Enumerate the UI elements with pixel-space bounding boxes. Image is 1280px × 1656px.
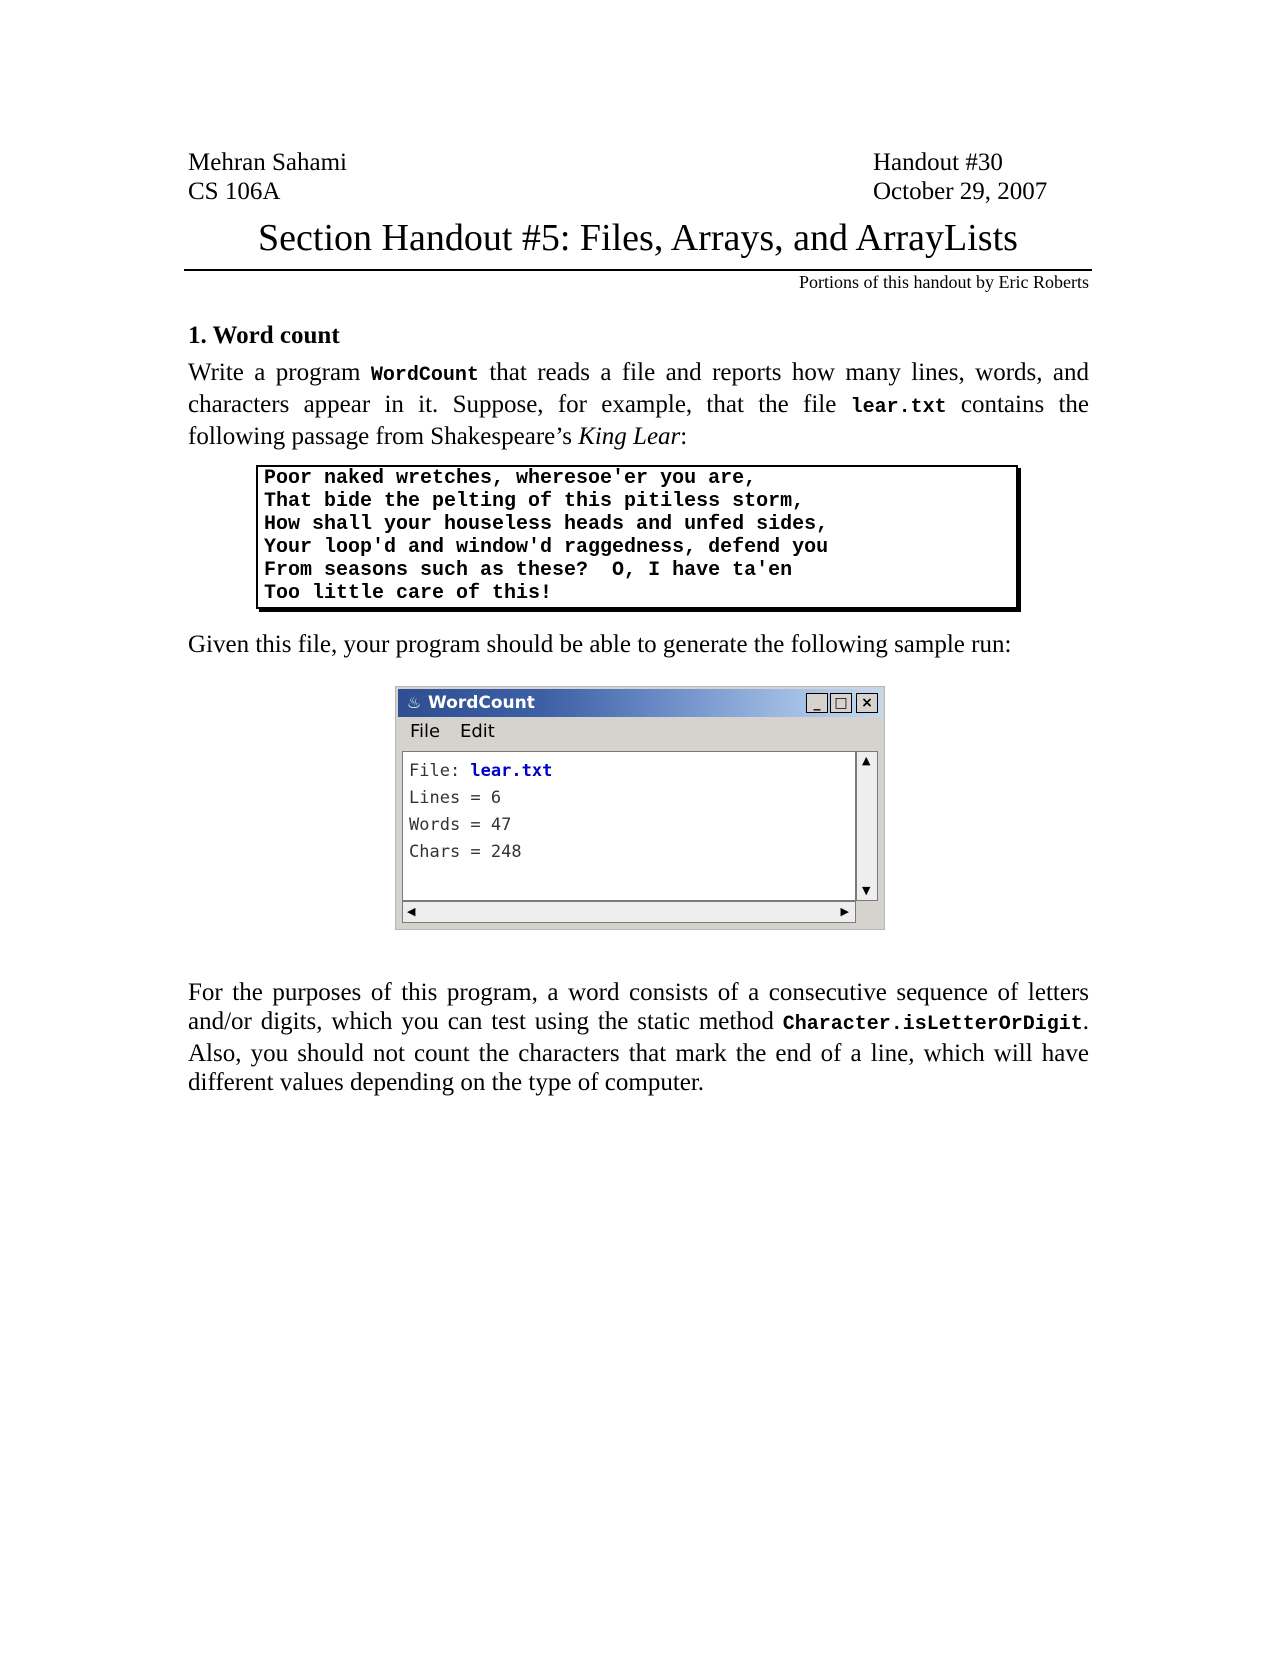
java-app-icon: ♨ [406, 693, 422, 712]
scroll-left-icon[interactable]: ◀ [407, 905, 416, 918]
file-name: lear.txt [470, 761, 553, 781]
output-lines: Lines = 6 [409, 788, 502, 808]
window-titlebar[interactable] [398, 689, 882, 717]
vertical-scrollbar[interactable] [856, 751, 878, 901]
intro-text-d: : [680, 423, 688, 450]
king-lear-title: King Lear [578, 423, 681, 450]
output-file-line [409, 758, 855, 785]
page-title: Section Handout #5: Files, Arrays, and ArrayLists [258, 217, 1018, 259]
header-left [188, 148, 347, 206]
file-label: File: [409, 761, 471, 781]
handout-date: October 29, 2007 [873, 178, 1048, 205]
scroll-down-icon[interactable]: ▼ [862, 884, 871, 897]
output-text-area[interactable] [402, 751, 856, 901]
definition-text-b: . Also, you should not count the characters that mark the end of a line, which will have different values depending on the type of computer. [188, 1008, 1089, 1096]
header-right [873, 148, 1047, 206]
horizontal-scrollbar[interactable] [402, 901, 856, 923]
code-isletterordigit: Character.isLetterOrDigit [782, 1013, 1083, 1036]
scroll-right-icon[interactable]: ▶ [840, 905, 849, 918]
poem-line: Poor naked wretches, wheresoe'er you are, [264, 467, 757, 490]
paragraph-word-definition [188, 978, 1089, 1097]
code-lear-txt: lear.txt [850, 396, 947, 419]
wordcount-window [395, 686, 885, 930]
section-heading: 1. Word count [188, 322, 340, 349]
author-name: Mehran Sahami [188, 149, 347, 176]
scroll-up-icon[interactable]: ▲ [862, 754, 871, 767]
output-chars: Chars = 248 [409, 842, 522, 862]
poem-line: Too little care of this! [264, 582, 553, 605]
paragraph-sample-run: Given this file, your program should be able to generate the following sample run: [188, 631, 1012, 658]
intro-text-b: that reads a file and reports how many lines, words, and characters appear in it. Suppose, for example, that the file [188, 359, 1089, 418]
menu-file[interactable]: File [410, 721, 441, 742]
poem-line: That bide the pelting of this pitiless storm, [264, 490, 805, 513]
code-wordcount: WordCount [370, 364, 479, 387]
course-name: CS 106A [188, 178, 281, 205]
poem-line: From seasons such as these? O, I have ta'en [264, 559, 793, 582]
paragraph-intro [188, 358, 1089, 451]
credit-line: Portions of this handout by Eric Roberts [799, 272, 1089, 292]
handout-number: Handout #30 [873, 149, 1003, 176]
window-title: WordCount [428, 693, 535, 713]
minimize-button[interactable]: _ [806, 693, 828, 713]
scrollbar-corner [856, 901, 878, 923]
poem-line: How shall your houseless heads and unfed sides, [264, 513, 829, 536]
intro-text-c: contains the following passage from Shakespeare’s [188, 391, 1089, 450]
poem-line: Your loop'd and window'd raggedness, defend you [264, 536, 829, 559]
intro-text-a: Write a program [188, 359, 371, 386]
menu-edit[interactable]: Edit [460, 721, 495, 742]
definition-text-a: For the purposes of this program, a word consists of a consecutive sequence of letters and/or digits, which you can test using the static method [188, 979, 1089, 1035]
poem-box [256, 465, 1018, 609]
menu-bar [398, 717, 882, 747]
maximize-button[interactable]: □ [830, 693, 852, 713]
close-button[interactable]: × [856, 693, 878, 713]
output-words: Words = 47 [409, 815, 512, 835]
